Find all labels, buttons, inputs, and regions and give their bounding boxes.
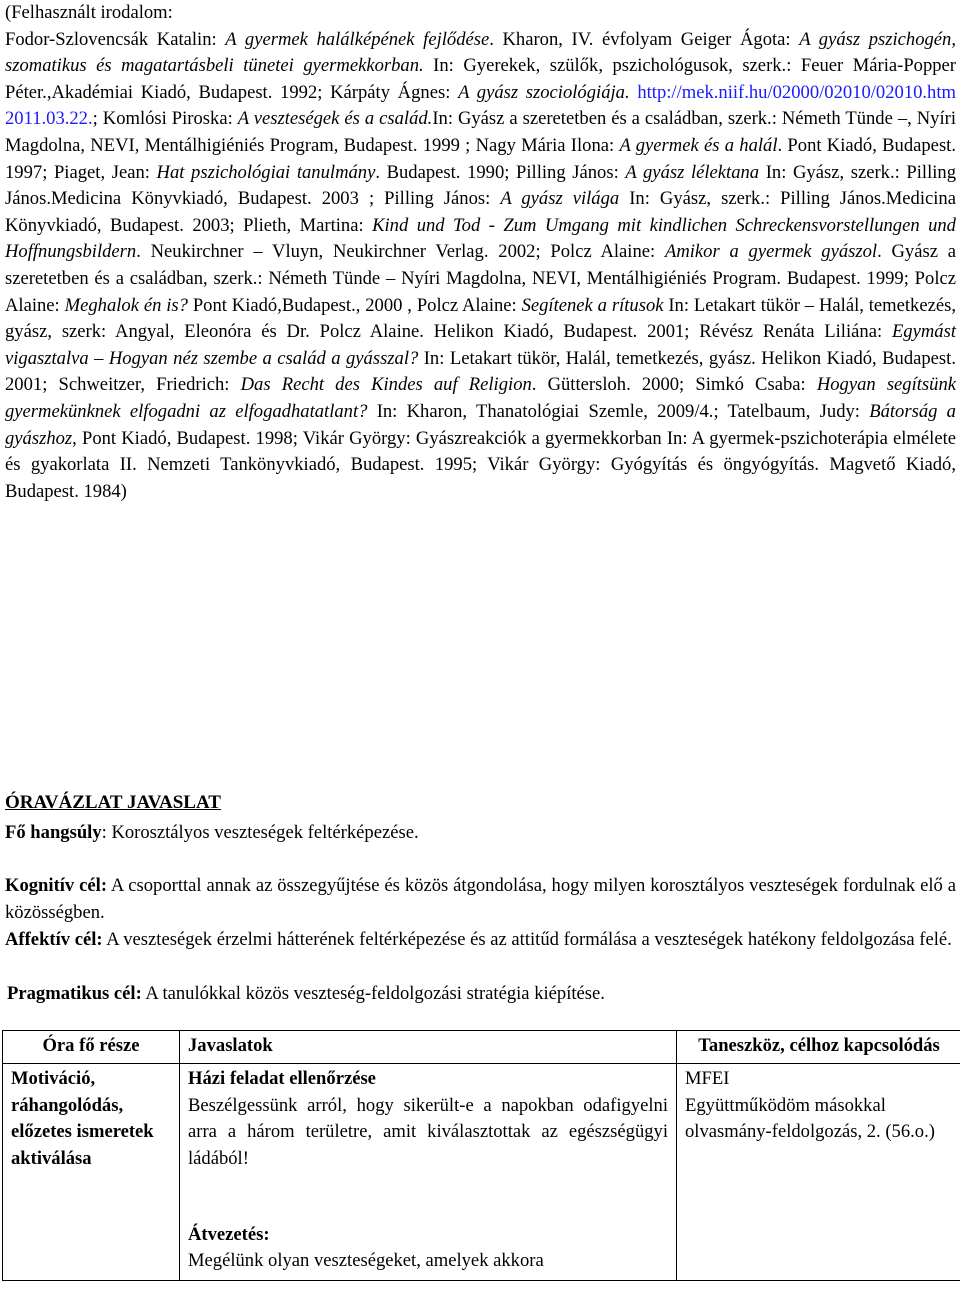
- suggestions-cell: [180, 1064, 677, 1281]
- reference-segment: Pont Kiadó,Budapest., 2000 , Polcz Alaine:: [187, 294, 522, 316]
- lesson-part-cell: Motiváció, ráhangolódás, előzetes ismeretek aktiválása: [3, 1064, 180, 1281]
- reference-link[interactable]: http://mek.niif.hu/02000/02010/02010.htm 2011.03.22.: [5, 81, 956, 130]
- focus-line: [5, 820, 956, 847]
- reference-segment: A gyász világa: [500, 188, 620, 210]
- reference-segment: A gyász szociológiája.: [458, 81, 630, 103]
- table-row: [3, 1064, 960, 1281]
- cognitive-text: A csoporttal annak az összegyűjtése és közös átgondolása, hogy milyen korosztályos veszteségek fordulnak elő a közösségben.: [5, 875, 956, 923]
- pragmatic-label: Pragmatikus cél:: [7, 983, 142, 1004]
- reference-segment: Meghalok én is?: [64, 294, 188, 316]
- references-paragraph: [5, 0, 956, 505]
- reference-segment: A gyász pszichogén, szomatikus és magatartásbeli tünetei gyermekkorban.: [5, 28, 956, 77]
- reference-segment: . Budapest. 1990; Pilling János:: [375, 161, 626, 183]
- reference-segment: Das Recht des Kindes auf Religion: [240, 374, 532, 396]
- reference-segment: In: Letakart tükör – Halál, temetkezés, gyász, szerk: Angyal, Eleonóra és Dr. Polcz Alaine. Helikon Kiadó, Budapest. 2001; Révész Renáta Liliána:: [5, 294, 956, 343]
- lesson-plan-table: [2, 1030, 960, 1281]
- reference-segment: In: Kharon, Thanatológiai Szemle, 2009/4.; Tatelbaum, Judy:: [367, 400, 870, 422]
- reference-segment: A gyermek és a halál: [619, 134, 778, 156]
- pragmatic-text: A tanulókkal közös veszteség-feldolgozási stratégia kiépítése.: [141, 983, 605, 1004]
- reference-segment: . Kharon, IV. évfolyam Geiger Ágota:: [489, 28, 800, 50]
- reference-segment: Segítenek a rítusok: [521, 294, 664, 316]
- cognitive-label: Kognitív cél:: [5, 875, 108, 896]
- reference-segment: In: Gyász, szerk.: Pilling János.Medicina Könyvkiadó, Budapest. 2003; Plieth, Martina:: [5, 188, 956, 236]
- reference-segment: Hogyan segítsünk gyermekünknek elfogadni az elfogadhatatlant?: [5, 374, 957, 422]
- header-suggestions: Javaslatok: [180, 1031, 677, 1064]
- tools-line-1: MFEI: [685, 1068, 730, 1090]
- affective-goal: [5, 927, 956, 954]
- reference-segment: In: Gyász a szeretetben és a családban, szerk.: Németh Tünde –, Nyíri Magdolna, NEVI, Mentálhigiéniés Program, Budapest. 1999 ; Nagy Mária Ilona:: [5, 108, 956, 156]
- reference-segment: In: Gyász, szerk.: Pilling János.Medicina Könyvkiadó, Budapest. 2003 ; Pilling János:: [5, 161, 956, 210]
- reference-segment: ; Komlósi Piroska:: [92, 108, 238, 130]
- reference-segment: (Felhasznált irodalom:: [5, 2, 173, 23]
- reference-segment: In: Gyerekek, szülők, pszichológusok, szerk.: Feuer Mária-Popper Péter.,Akadémiai Kiadó, Budapest. 1992; Kárpáty Ágnes:: [5, 55, 956, 103]
- table-header-row: [3, 1031, 960, 1064]
- lesson-plan-title: ÓRAVÁZLAT JAVASLAT: [5, 792, 221, 813]
- pragmatic-goal: [7, 981, 958, 1008]
- header-lesson-part: Óra fő része: [3, 1031, 180, 1064]
- focus-label: Fő hangsúly: [5, 822, 102, 843]
- reference-segment: Hat pszichológiai tanulmány: [156, 161, 376, 183]
- reference-segment: In: Letakart tükör, Halál, temetkezés, gyász. Helikon Kiadó, Budapest. 2001; Schweitzer, Friedrich:: [5, 347, 956, 396]
- reference-segment: . Neukirchner – Vluyn, Neukirchner Verlag. 2002; Polcz Alaine:: [136, 241, 665, 263]
- reference-segment: . Pont Kiadó, Budapest. 1997; Piaget, Jean:: [5, 134, 956, 183]
- reference-segment: Fodor-Szlovencsák Katalin:: [5, 28, 226, 50]
- transition-text: Megélünk olyan veszteségeket, amelyek akkora: [188, 1250, 544, 1272]
- reference-segment: . Gyász a szeretetben és a családban, szerk.: Németh Tünde – Nyíri Magdolna, NEVI, Mentálhigiéniés Program. Budapest. 1999; Polcz Alaine:: [5, 241, 956, 316]
- reference-segment: A gyermek halálképének fejlődése: [225, 28, 490, 50]
- reference-segment: , Pont Kiadó, Budapest. 1998; Vikár György: Gyászreakciók a gyermekkorban In: A gyermek-pszichoterápia elmélete és gyakorlata II. Nemzeti Tankönyvkiadó, Budapest. 1995; Vikár György: Gyógyítás és öngyógyítás. Magvető Kiadó, Budapest. 1984): [5, 427, 956, 502]
- tools-cell: [677, 1064, 960, 1281]
- reference-segment: Kind und Tod - Zum Umgang mit kindlichen Schreckensvorstellungen und Hoffnungsbildern: [5, 214, 956, 263]
- task-text: Beszélgessünk arról, hogy sikerült-e a napokban odafigyelni arra a három területre, amit kiválasztottak az egészségügyi ládából!: [188, 1094, 668, 1169]
- transition-title: Átvezetés:: [188, 1224, 270, 1246]
- task-title: Házi feladat ellenőrzése: [188, 1068, 376, 1090]
- reference-segment: Egymást vigasztalva – Hogyan néz szembe a család a gyásszal?: [5, 321, 956, 369]
- reference-segment: Amikor a gyermek gyászol: [664, 241, 878, 263]
- cognitive-goal: [5, 873, 956, 926]
- focus-text: : Korosztályos veszteségek feltérképezése.: [101, 822, 419, 843]
- reference-segment: . Güttersloh. 2000; Simkó Csaba:: [531, 374, 817, 396]
- reference-segment: Bátorság a gyászhoz: [5, 400, 956, 449]
- header-tools: Taneszköz, célhoz kapcsolódás: [677, 1031, 960, 1064]
- reference-segment: A veszteségek és a család.: [237, 108, 433, 130]
- affective-text: A veszteségek érzelmi hátterének feltérképezése és az attitűd formálása a veszteségek hatékony feldolgozása felé.: [102, 929, 952, 950]
- reference-segment: A gyász lélektana: [625, 161, 760, 183]
- tools-line-2: Együttműködöm másokkal olvasmány-feldolgozás, 2. (56.o.): [685, 1094, 935, 1143]
- affective-label: Affektív cél:: [5, 929, 103, 950]
